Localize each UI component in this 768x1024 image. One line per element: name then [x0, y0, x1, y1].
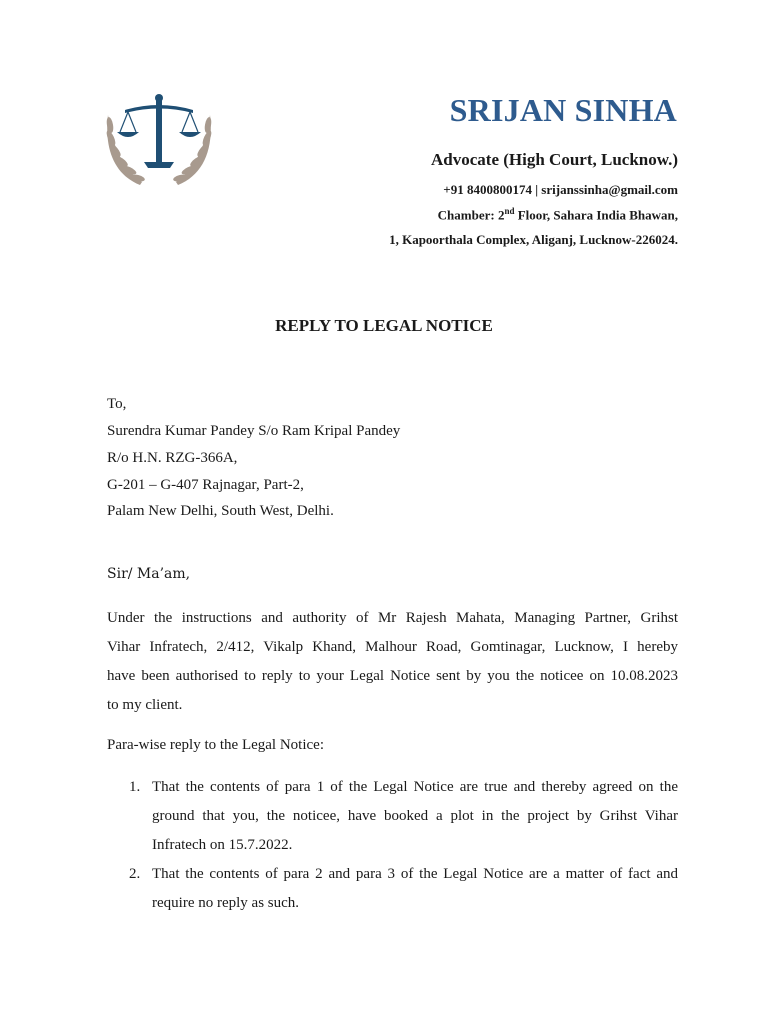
reply-item: [107, 860, 678, 918]
paragraph-line: have been authorised to reply to your Legal Notice sent by you the noticee on 10.08.2023: [107, 668, 678, 684]
advocate-title: Advocate (High Court, Lucknow.): [431, 150, 678, 169]
paragraph-line: Vihar Infratech, 2/412, Vikalp Khand, Malhour Road, Gomtinagar, Lucknow, I hereby: [107, 639, 678, 655]
reply-line: That the contents of para 2 and para 3 of the Legal Notice are a matter of fact and: [152, 866, 678, 882]
reply-line: Infratech on 15.7.2022.: [152, 837, 293, 853]
addressee-line: Surendra Kumar Pandey S/o Ram Kripal Pandey: [107, 423, 401, 439]
reply-line: That the contents of para 1 of the Legal Notice are true and thereby agreed on the: [152, 779, 678, 795]
addressee-to: To,: [107, 396, 127, 412]
addressee-line: Palam New Delhi, South West, Delhi.: [107, 503, 334, 519]
contact-line: +91 8400800174 | srijanssinha@gmail.com: [443, 182, 678, 197]
reply-line: ground that you, the noticee, have booked a plot in the project by Grihst Vihar: [152, 808, 678, 824]
chamber-line: [438, 206, 678, 223]
intro-paragraph: [107, 604, 678, 720]
advocate-name: SRIJAN SINHA: [449, 92, 677, 128]
paragraph-line: to my client.: [107, 697, 183, 713]
document-title: REPLY TO LEGAL NOTICE: [275, 316, 493, 335]
addressee-line: G-201 – G-407 Rajnagar, Part-2,: [107, 477, 304, 493]
reply-number: 1.: [129, 779, 141, 795]
salutation: Sir/ Ma’am,: [107, 566, 191, 582]
addressee-line: R/o H.N. RZG-366A,: [107, 450, 238, 466]
paragraph-line: Under the instructions and authority of Mr Rajesh Mahata, Managing Partner, Grihst: [107, 610, 678, 626]
reply-line: require no reply as such.: [152, 895, 300, 911]
reply-number: 2.: [129, 866, 141, 882]
chamber-floor-suffix: nd: [504, 206, 515, 216]
chamber-suffix: Floor, Sahara India Bhawan,: [514, 207, 678, 223]
parawise-heading: Para-wise reply to the Legal Notice:: [107, 737, 325, 753]
reply-item: [107, 773, 678, 860]
chamber-prefix: Chamber: 2: [437, 207, 505, 223]
address-line: 1, Kapoorthala Complex, Aliganj, Lucknow-226024.: [389, 232, 678, 247]
scales-of-justice-icon: [100, 90, 218, 190]
